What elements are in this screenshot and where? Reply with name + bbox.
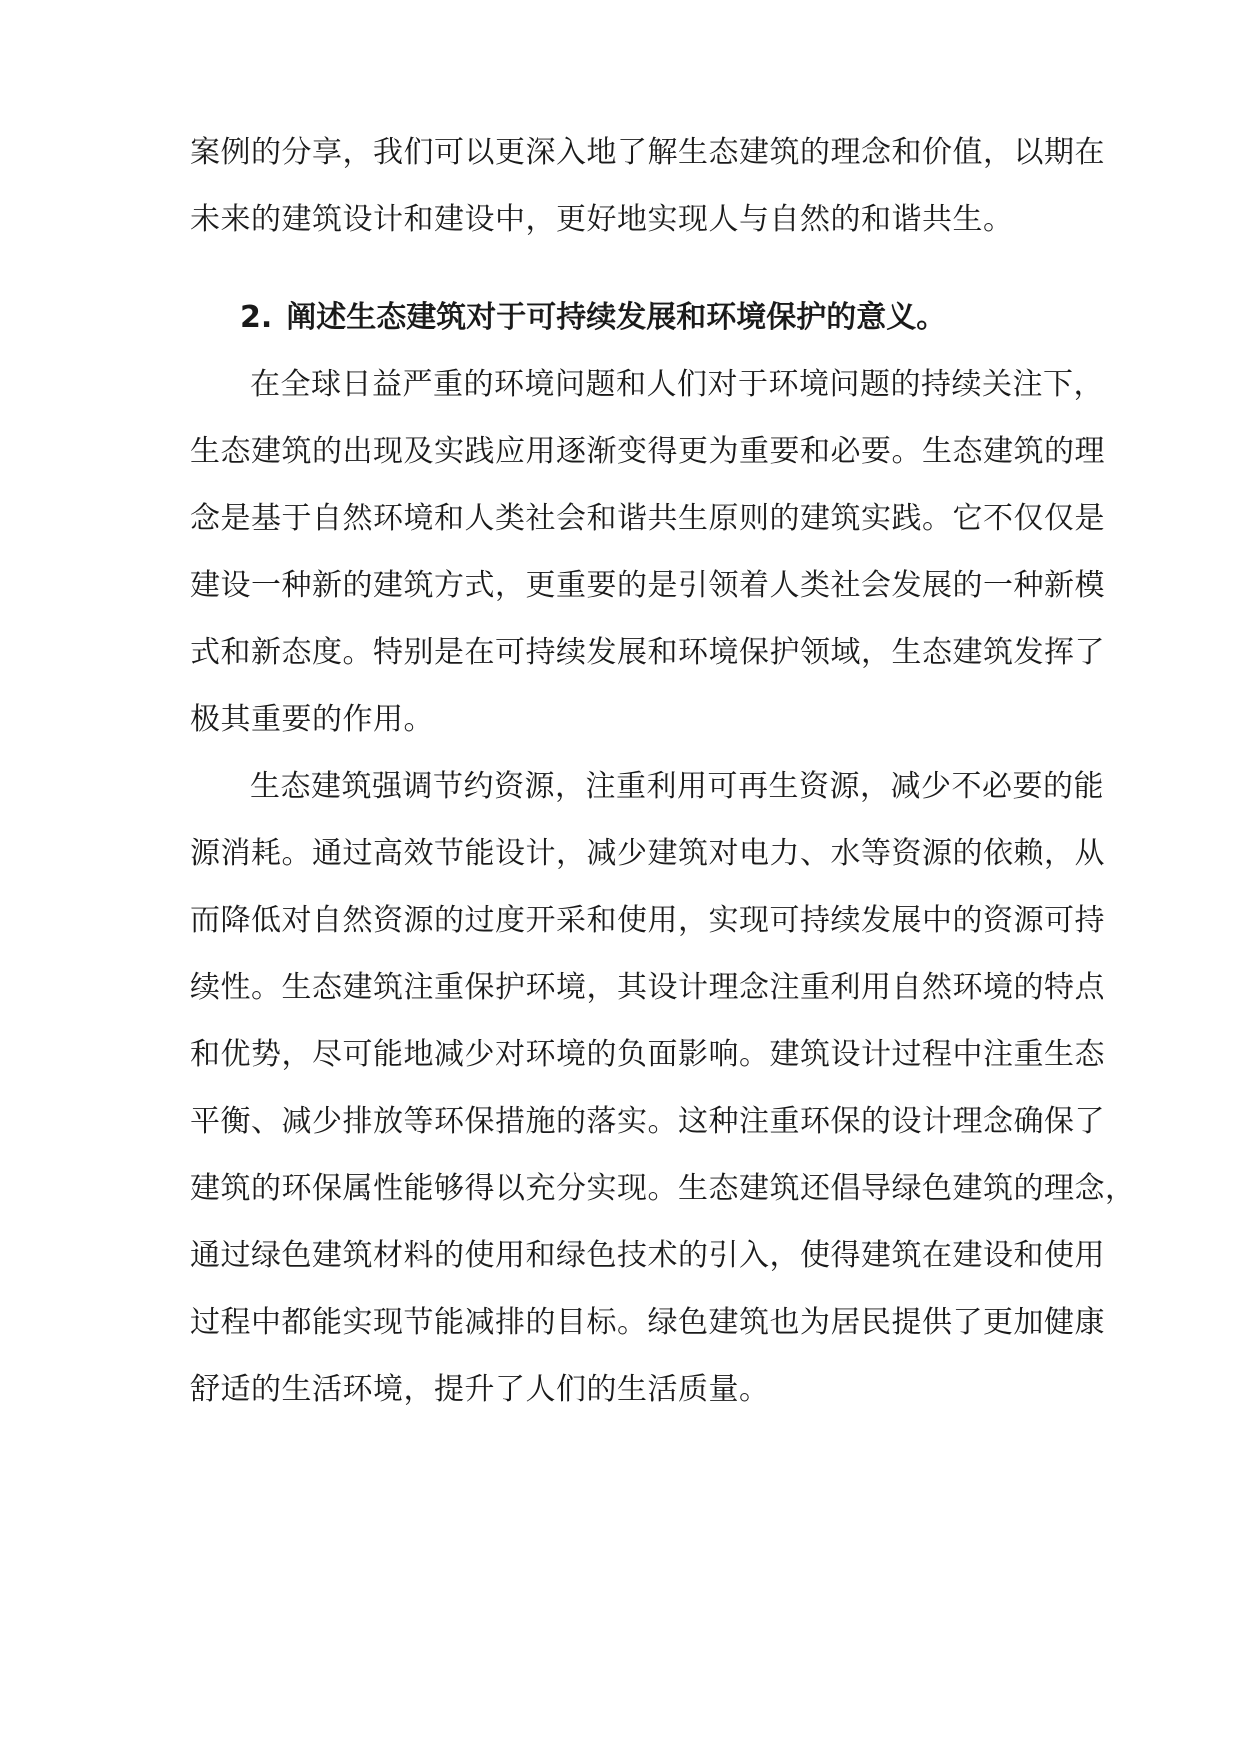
paragraph-2-line: 续性。生态建筑注重保护环境，其设计理念注重利用自然环境的特点 bbox=[190, 970, 1105, 1005]
section-number: 2. bbox=[240, 300, 273, 335]
section-title: 阐述生态建筑对于可持续发展和环境保护的意义。 bbox=[286, 300, 947, 335]
paragraph-2-line: 过程中都能实现节能减排的目标。绿色建筑也为居民提供了更加健康 bbox=[190, 1305, 1105, 1340]
paragraph-2-line: 和优势，尽可能地减少对环境的负面影响。建筑设计过程中注重生态 bbox=[190, 1037, 1105, 1072]
paragraph-1-line: 式和新态度。特别是在可持续发展和环境保护领域，生态建筑发挥了 bbox=[190, 635, 1105, 670]
paragraph-1-line: 生态建筑的出现及实践应用逐渐变得更为重要和必要。生态建筑的理 bbox=[190, 434, 1105, 469]
paragraph-2-line: 建筑的环保属性能够得以充分实现。生态建筑还倡导绿色建筑的理念， bbox=[190, 1171, 1136, 1206]
paragraph-1-line: 建设一种新的建筑方式，更重要的是引领着人类社会发展的一种新模 bbox=[190, 568, 1105, 603]
paragraph-1-line: 极其重要的作用。 bbox=[190, 702, 434, 737]
intro-line: 案例的分享，我们可以更深入地了解生态建筑的理念和价值，以期在 bbox=[190, 135, 1105, 170]
paragraph-2-line: 生态建筑强调节约资源，注重利用可再生资源，减少不必要的能 bbox=[250, 769, 1104, 804]
paragraph-2-line: 而降低对自然资源的过度开采和使用，实现可持续发展中的资源可持 bbox=[190, 903, 1105, 938]
paragraph-2-line: 舒适的生活环境，提升了人们的生活质量。 bbox=[190, 1372, 770, 1407]
paragraph-2-line: 通过绿色建筑材料的使用和绿色技术的引入，使得建筑在建设和使用 bbox=[190, 1238, 1105, 1273]
paragraph-1-line: 在全球日益严重的环境问题和人们对于环境问题的持续关注下， bbox=[250, 367, 1104, 402]
paragraph-2-line: 平衡、减少排放等环保措施的落实。这种注重环保的设计理念确保了 bbox=[190, 1104, 1105, 1139]
paragraph-1-line: 念是基于自然环境和人类社会和谐共生原则的建筑实践。它不仅仅是 bbox=[190, 501, 1105, 536]
section-heading bbox=[240, 298, 946, 338]
paragraph-2-line: 源消耗。通过高效节能设计，减少建筑对电力、水等资源的依赖，从 bbox=[190, 836, 1105, 871]
intro-line: 未来的建筑设计和建设中，更好地实现人与自然的和谐共生。 bbox=[190, 202, 1014, 237]
